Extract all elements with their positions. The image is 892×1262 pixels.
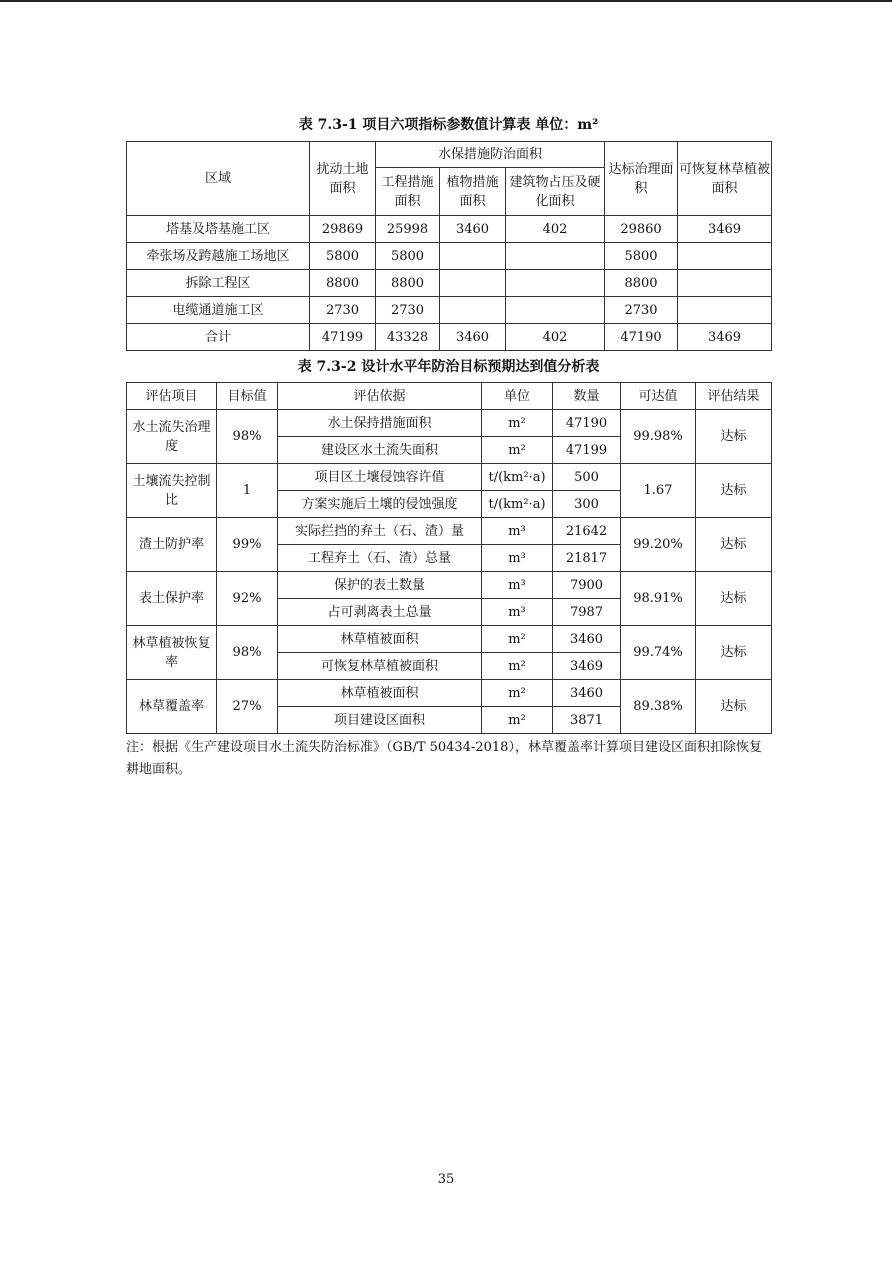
basis-cell: 工程弃土（石、渣）总量 [278,545,482,572]
quantity-cell: 47190 [553,410,621,437]
table-cell: 2730 [376,297,440,324]
table-cell: 25998 [376,216,440,243]
top-border-line [0,0,892,2]
quantity-cell: 21642 [553,518,621,545]
achievable-value-cell: 99.98% [621,410,696,464]
eval-result-cell: 达标 [696,464,772,518]
eval-result-cell: 达标 [696,626,772,680]
table-cell: 2730 [310,297,376,324]
unit-cell: m² [482,410,553,437]
table-row [127,572,772,599]
target-value-cell: 98% [217,626,278,680]
eval-result-cell: 达标 [696,680,772,734]
table-cell: 8800 [605,270,678,297]
table-cell: 5800 [376,243,440,270]
indicator-parameter-table [126,141,772,351]
table-cell: 29869 [310,216,376,243]
header-cell: 可达值 [621,383,696,410]
basis-cell: 保护的表土数量 [278,572,482,599]
header-plant-area: 植物措施面积 [440,168,506,216]
unit-cell: m² [482,680,553,707]
table-cell [678,297,772,324]
basis-cell: 占可剥离表土总量 [278,599,482,626]
quantity-cell: 3460 [553,626,621,653]
table-cell [506,270,605,297]
basis-cell: 项目建设区面积 [278,707,482,734]
table-cell: 43328 [376,324,440,351]
header-cell: 评估依据 [278,383,482,410]
table-row [127,243,772,270]
header-engineering-area: 工程措施面积 [376,168,440,216]
quantity-cell: 3469 [553,653,621,680]
table-row [127,270,772,297]
eval-item-cell: 林草覆盖率 [127,680,217,734]
basis-cell: 林草植被面积 [278,626,482,653]
quantity-cell: 500 [553,464,621,491]
basis-cell: 实际拦挡的弃土（石、渣）量 [278,518,482,545]
header-cell: 数量 [553,383,621,410]
basis-cell: 可恢复林草植被面积 [278,653,482,680]
table-cell: 塔基及塔基施工区 [127,216,310,243]
header-cell: 评估结果 [696,383,772,410]
quantity-cell: 3871 [553,707,621,734]
header-disturb-area: 扰动土地面积 [310,142,376,216]
quantity-cell: 21817 [553,545,621,572]
table-cell: 3469 [678,324,772,351]
header-building-area: 建筑物占压及硬化面积 [506,168,605,216]
target-value-cell: 99% [217,518,278,572]
table-cell: 3460 [440,324,506,351]
eval-item-cell: 林草植被恢复率 [127,626,217,680]
table-cell: 3460 [440,216,506,243]
table-cell: 合计 [127,324,310,351]
table-cell: 电缆通道施工区 [127,297,310,324]
table-row [127,464,772,491]
table-cell: 牵张场及跨越施工场地区 [127,243,310,270]
table-row [127,324,772,351]
eval-result-cell: 达标 [696,572,772,626]
table1-caption: 表 7.3-1 项目六项指标参数值计算表 单位：m² [298,117,599,133]
eval-item-cell: 水土流失治理度 [127,410,217,464]
unit-cell: m² [482,437,553,464]
quantity-cell: 7900 [553,572,621,599]
table-cell [506,243,605,270]
table-row [127,410,772,437]
table-cell: 402 [506,216,605,243]
eval-result-cell: 达标 [696,410,772,464]
unit-cell: m³ [482,572,553,599]
table-cell: 47190 [605,324,678,351]
achievable-value-cell: 99.20% [621,518,696,572]
unit-cell: m² [482,653,553,680]
achievable-value-cell: 98.91% [621,572,696,626]
header-cell: 单位 [482,383,553,410]
table-note: 注：根据《生产建设项目水土流失防治标准》（GB/T 50434-2018），林草覆盖率计算项目建设区面积扣除恢复耕地面积。 [126,740,762,777]
basis-cell: 方案实施后土壤的侵蚀强度 [278,491,482,518]
unit-cell: t/(km²·a) [482,491,553,518]
table-row [127,518,772,545]
header-row [127,383,772,410]
basis-cell: 项目区土壤侵蚀容许值 [278,464,482,491]
table-cell [440,270,506,297]
target-analysis-table [126,382,772,734]
table-row [127,626,772,653]
header-restorable-area: 可恢复林草植被面积 [678,142,772,216]
unit-cell: m³ [482,599,553,626]
table-cell: 29860 [605,216,678,243]
header-cell: 评估项目 [127,383,217,410]
table-cell: 8800 [376,270,440,297]
quantity-cell: 300 [553,491,621,518]
table-cell: 47199 [310,324,376,351]
quantity-cell: 47199 [553,437,621,464]
table-cell: 拆除工程区 [127,270,310,297]
header-cell: 目标值 [217,383,278,410]
unit-cell: m³ [482,518,553,545]
table-cell [506,297,605,324]
table-cell: 2730 [605,297,678,324]
table-row [127,680,772,707]
table-cell: 3469 [678,216,772,243]
header-region: 区域 [127,142,310,216]
eval-result-cell: 达标 [696,518,772,572]
table-cell: 5800 [310,243,376,270]
table-cell: 402 [506,324,605,351]
target-value-cell: 92% [217,572,278,626]
eval-item-cell: 表土保护率 [127,572,217,626]
unit-cell: m² [482,707,553,734]
basis-cell: 建设区水土流失面积 [278,437,482,464]
target-value-cell: 1 [217,464,278,518]
achievable-value-cell: 99.74% [621,626,696,680]
achievable-value-cell: 89.38% [621,680,696,734]
basis-cell: 林草植被面积 [278,680,482,707]
target-value-cell: 98% [217,410,278,464]
eval-item-cell: 土壤流失控制比 [127,464,217,518]
table-cell [440,297,506,324]
page-number: 35 [437,1172,455,1187]
quantity-cell: 7987 [553,599,621,626]
header-treated-area: 达标治理面积 [605,142,678,216]
unit-cell: m³ [482,545,553,572]
table2-caption: 表 7.3-2 设计水平年防治目标预期达到值分析表 [297,359,600,375]
target-value-cell: 27% [217,680,278,734]
unit-cell: t/(km²·a) [482,464,553,491]
table-cell [678,270,772,297]
basis-cell: 水土保持措施面积 [278,410,482,437]
table-cell: 8800 [310,270,376,297]
achievable-value-cell: 1.67 [621,464,696,518]
table-cell [678,243,772,270]
eval-item-cell: 渣土防护率 [127,518,217,572]
table-cell: 5800 [605,243,678,270]
header-measures-area: 水保措施防治面积 [376,142,605,168]
table-cell [440,243,506,270]
table-row [127,297,772,324]
unit-cell: m² [482,626,553,653]
table-row [127,216,772,243]
quantity-cell: 3460 [553,680,621,707]
